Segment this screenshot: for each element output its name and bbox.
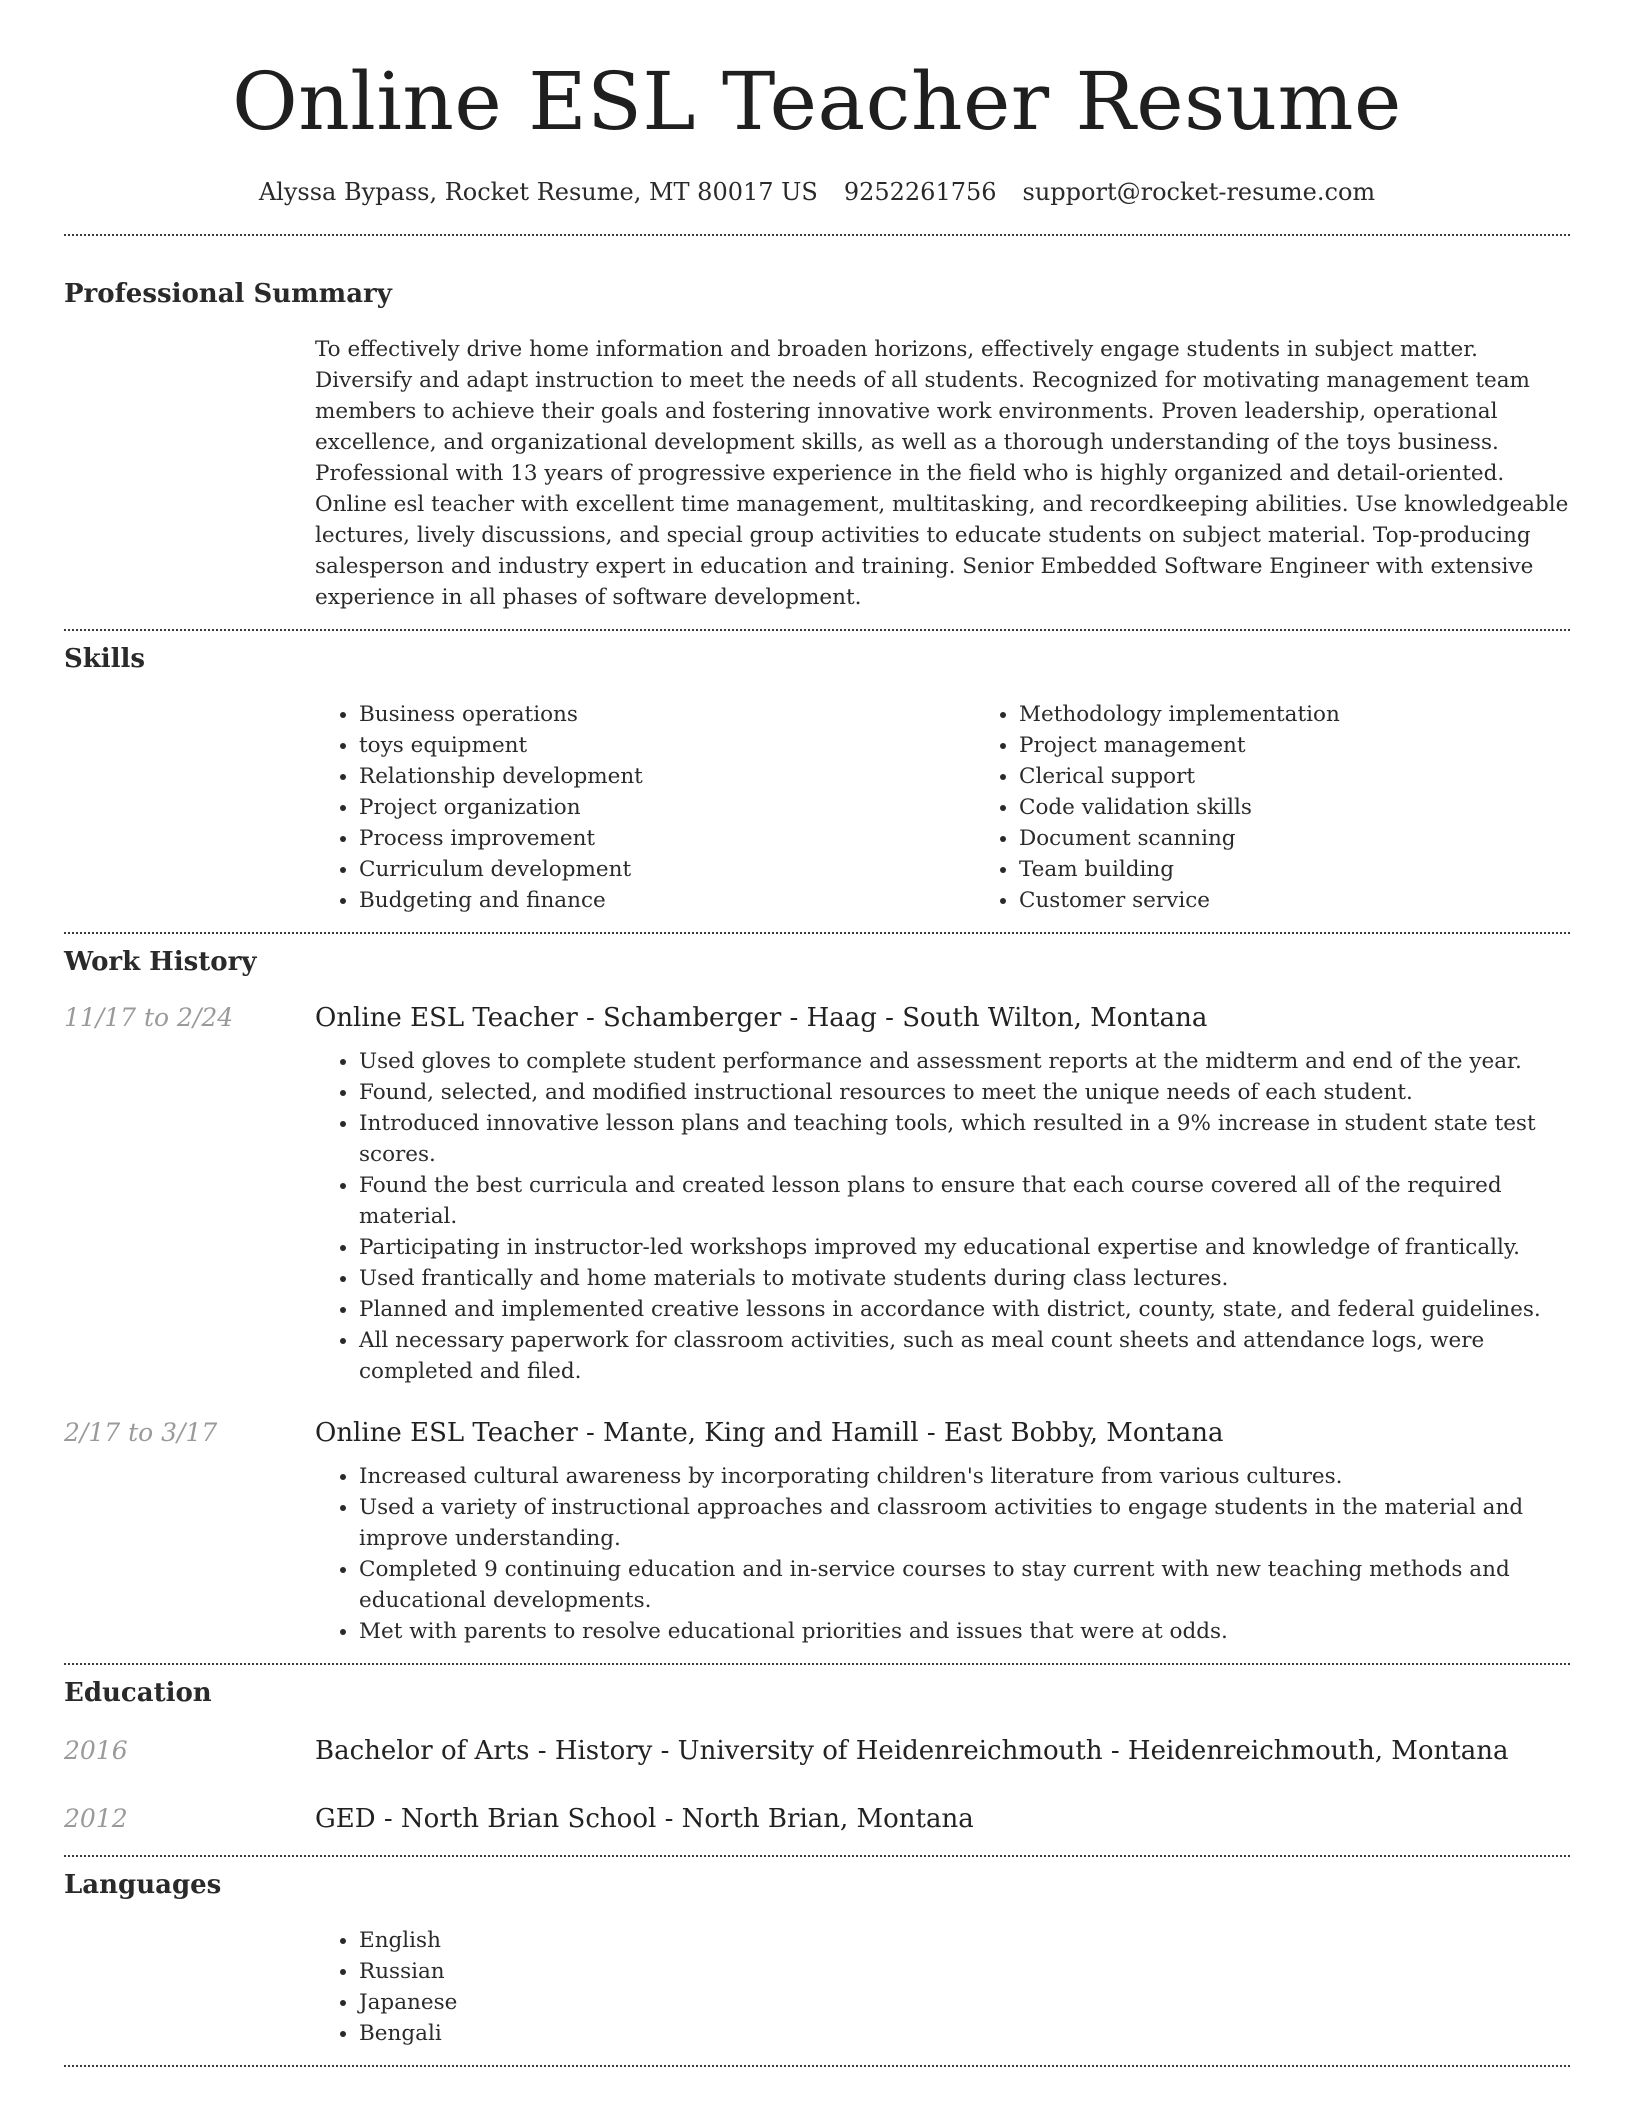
section-heading-summary: Professional Summary [64,279,392,309]
divider [64,1855,1570,1857]
language-item: • English [359,1925,1570,1956]
languages-section [64,1867,1570,2049]
divider [64,1663,1570,1665]
language-item: • Bengali [359,2018,1570,2049]
skills-list-right [975,699,1632,916]
job-dates: 2/17 to 3/17 [64,1418,218,1447]
education-year: 2012 [64,1804,128,1833]
resume-page [64,0,1570,2067]
job-bullet: • Used gloves to complete student performance and assessment reports at the midterm and end of the year. [359,1046,1570,1077]
education-title: GED - North Brian School - North Brian, Montana [315,1804,974,1834]
language-item: • Russian [359,1956,1570,1987]
work-history-section [64,944,1570,1647]
job-bullet: • Increased cultural awareness by incorporating children's literature from various cultures. [359,1461,1570,1492]
job-bullet: • Participating in instructor-led workshops improved my educational expertise and knowledge of frantically. [359,1232,1570,1263]
job-bullets [315,1046,1570,1387]
skill-item: • Customer service [1019,885,1632,916]
contact-phone: 9252261756 [843,178,997,206]
education-title: Bachelor of Arts - History - University of Heidenreichmouth - Heidenreichmouth, Montana [315,1736,1509,1766]
job-bullet: • Introduced innovative lesson plans and teaching tools, which resulted in a 9% increase in student state test scores. [359,1108,1570,1170]
job-bullet: • Found the best curricula and created lesson plans to ensure that each course covered all of the required material. [359,1170,1570,1232]
skill-item: • Budgeting and finance [359,885,975,916]
job-bullets [315,1461,1570,1647]
divider [64,234,1570,236]
job-bullet: • Used a variety of instructional approaches and classroom activities to engage students in the material and improve understanding. [359,1492,1570,1554]
job-entry [64,1000,1570,1387]
skill-item: • Clerical support [1019,761,1632,792]
languages-list [315,1925,1570,2049]
divider [64,932,1570,934]
skill-item: • Relationship development [359,761,975,792]
skill-item: • Document scanning [1019,823,1632,854]
section-heading-education: Education [64,1678,212,1708]
education-section [64,1675,1570,1837]
job-bullet: • Found, selected, and modified instructional resources to meet the unique needs of each student. [359,1077,1570,1108]
skill-item: • Project management [1019,730,1632,761]
contact-email: support@rocket-resume.com [1022,178,1376,206]
divider [64,629,1570,631]
skill-item: • Team building [1019,854,1632,885]
contact-address: Alyssa Bypass, Rocket Resume, MT 80017 US [258,178,818,206]
skill-item: • Curriculum development [359,854,975,885]
education-year: 2016 [64,1736,128,1765]
skills-list-left [315,699,975,916]
job-bullet: • Used frantically and home materials to motivate students during class lectures. [359,1263,1570,1294]
skill-item: • Code validation skills [1019,792,1632,823]
job-title: Online ESL Teacher - Mante, King and Hamill - East Bobby, Montana [315,1418,1224,1448]
skill-item: • toys equipment [359,730,975,761]
contact-line [64,172,1570,212]
language-item: • Japanese [359,1987,1570,2018]
job-bullet: • Met with parents to resolve educational priorities and issues that were at odds. [359,1616,1570,1647]
divider [64,2065,1570,2067]
job-bullet: • Planned and implemented creative lessons in accordance with district, county, state, and federal guidelines. [359,1294,1570,1325]
job-dates: 11/17 to 2/24 [64,1003,234,1032]
section-heading-languages: Languages [64,1870,222,1900]
job-entry [64,1415,1570,1647]
job-bullet: • Completed 9 continuing education and in-service courses to stay current with new teaching methods and educational developments. [359,1554,1570,1616]
section-heading-skills: Skills [64,644,146,674]
section-heading-work: Work History [64,947,257,977]
summary-text: To effectively drive home information and broaden horizons, effectively engage students in subject matter. Diversify and adapt instruction to meet the needs of all students. Recognized for motivating management team members to achieve their goals and fostering innovative work environments. Proven leadership, operational excellence, and organizational development skills, as well as a thorough understanding of the toys business. Professional with 13 years of progressive experience in the field who is highly organized and detail-oriented. Online esl teacher with excellent time management, multitasking, and recordkeeping abilities. Use knowledgeable lectures, lively discussions, and special group activities to educate students on subject material. Top-producing salesperson and industry expert in education and training. Senior Embedded Software Engineer with extensive experience in all phases of software development. [315,337,1569,610]
skill-item: • Process improvement [359,823,975,854]
summary-section [64,276,1570,613]
education-entry [64,1733,1570,1769]
skills-section [64,641,1570,916]
job-bullet: • All necessary paperwork for classroom activities, such as meal count sheets and attendance logs, were completed and filed. [359,1325,1570,1387]
skill-item: • Project organization [359,792,975,823]
education-entry [64,1801,1570,1837]
skill-item: • Business operations [359,699,975,730]
job-title: Online ESL Teacher - Schamberger - Haag - South Wilton, Montana [315,1003,1208,1033]
skill-item: • Methodology implementation [1019,699,1632,730]
resume-title: Online ESL Teacher Resume [232,55,1402,148]
